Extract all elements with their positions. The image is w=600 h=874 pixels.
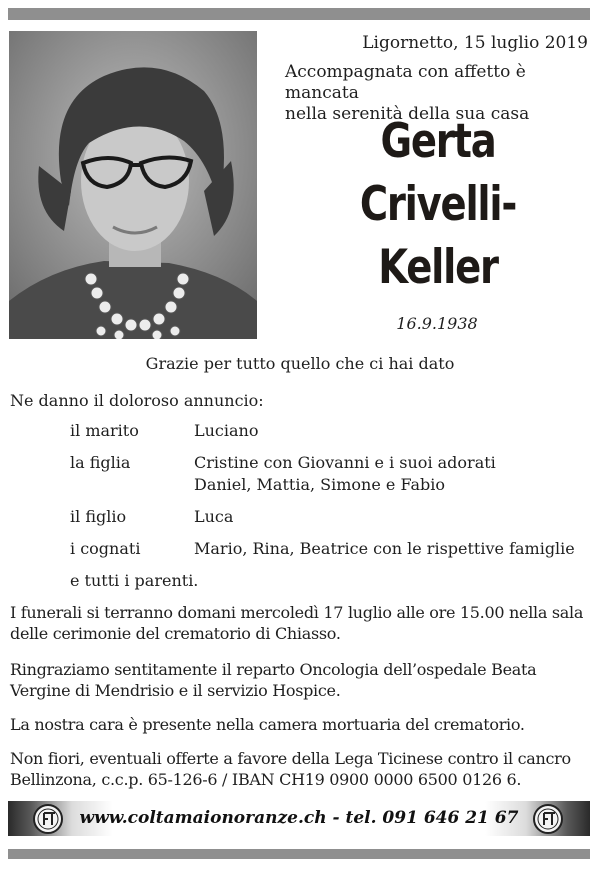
funeral-paragraph: I funerali si terranno domani mercoledì 17 luglio alle ore 15.00 nella sala delle cerimonie del crematorio di Chiasso. xyxy=(10,603,584,643)
portrait-photo xyxy=(9,31,257,339)
relative-name-line: Mario, Rina, Beatrice con le rispettive famiglie xyxy=(194,539,575,558)
relative-name-line: Cristine con Giovanni e i suoi adorati xyxy=(194,453,496,472)
place-date: Ligornetto, 15 luglio 2019 xyxy=(362,33,588,53)
relative-names xyxy=(194,420,590,442)
birth-date: 16.9.1938 xyxy=(396,314,478,333)
relatives-list xyxy=(70,420,590,570)
relative-row xyxy=(70,452,590,496)
bottom-divider xyxy=(8,849,590,859)
intro-line: nella serenità della sua casa xyxy=(285,104,530,124)
all-relatives-line: e tutti i parenti. xyxy=(70,571,199,590)
relative-name-line: Luciano xyxy=(194,421,259,440)
announcement-heading: Ne danno il doloroso annuncio: xyxy=(10,391,264,410)
name-line: Crivelli- xyxy=(359,177,517,232)
gratitude-paragraph: Ringraziamo sentitamente il reparto Oncologia dell’ospedale Beata Vergine di Mendrisio e il servizio Hospice. xyxy=(10,660,537,700)
relative-role: la figlia xyxy=(70,453,131,472)
relative-names xyxy=(194,506,590,528)
relative-role: il figlio xyxy=(70,507,127,526)
name-line: Keller xyxy=(378,240,498,295)
top-divider xyxy=(8,8,590,20)
relative-names xyxy=(194,452,590,496)
donations-paragraph: Non fiori, eventuali offerte a favore della Lega Ticinese contro il cancro Bellinzona, c.c.p. 65-126-6 / IBAN CH19 0900 0000 6500 0126 6. xyxy=(10,749,571,789)
company-logo-icon xyxy=(532,803,564,835)
thanks-line: Grazie per tutto quello che ci hai dato xyxy=(145,354,455,373)
chapel-paragraph: La nostra cara è presente nella camera mortuaria del crematorio. xyxy=(10,715,525,734)
relative-role: il marito xyxy=(70,421,139,440)
relative-names xyxy=(194,538,590,560)
relative-row xyxy=(70,420,590,442)
footer-contact: www.coltamaionoranze.ch - tel. 091 646 21 67 xyxy=(79,808,519,828)
relative-role: i cognati xyxy=(70,539,141,558)
intro-line: Accompagnata con affetto è mancata xyxy=(285,62,526,103)
deceased-name xyxy=(299,110,578,299)
relative-name-line: Luca xyxy=(194,507,234,526)
relative-name-line: Daniel, Mattia, Simone e Fabio xyxy=(194,475,445,494)
relative-row xyxy=(70,538,590,560)
footer-banner xyxy=(8,801,590,836)
name-line: Gerta xyxy=(380,114,496,169)
relative-row xyxy=(70,506,590,528)
